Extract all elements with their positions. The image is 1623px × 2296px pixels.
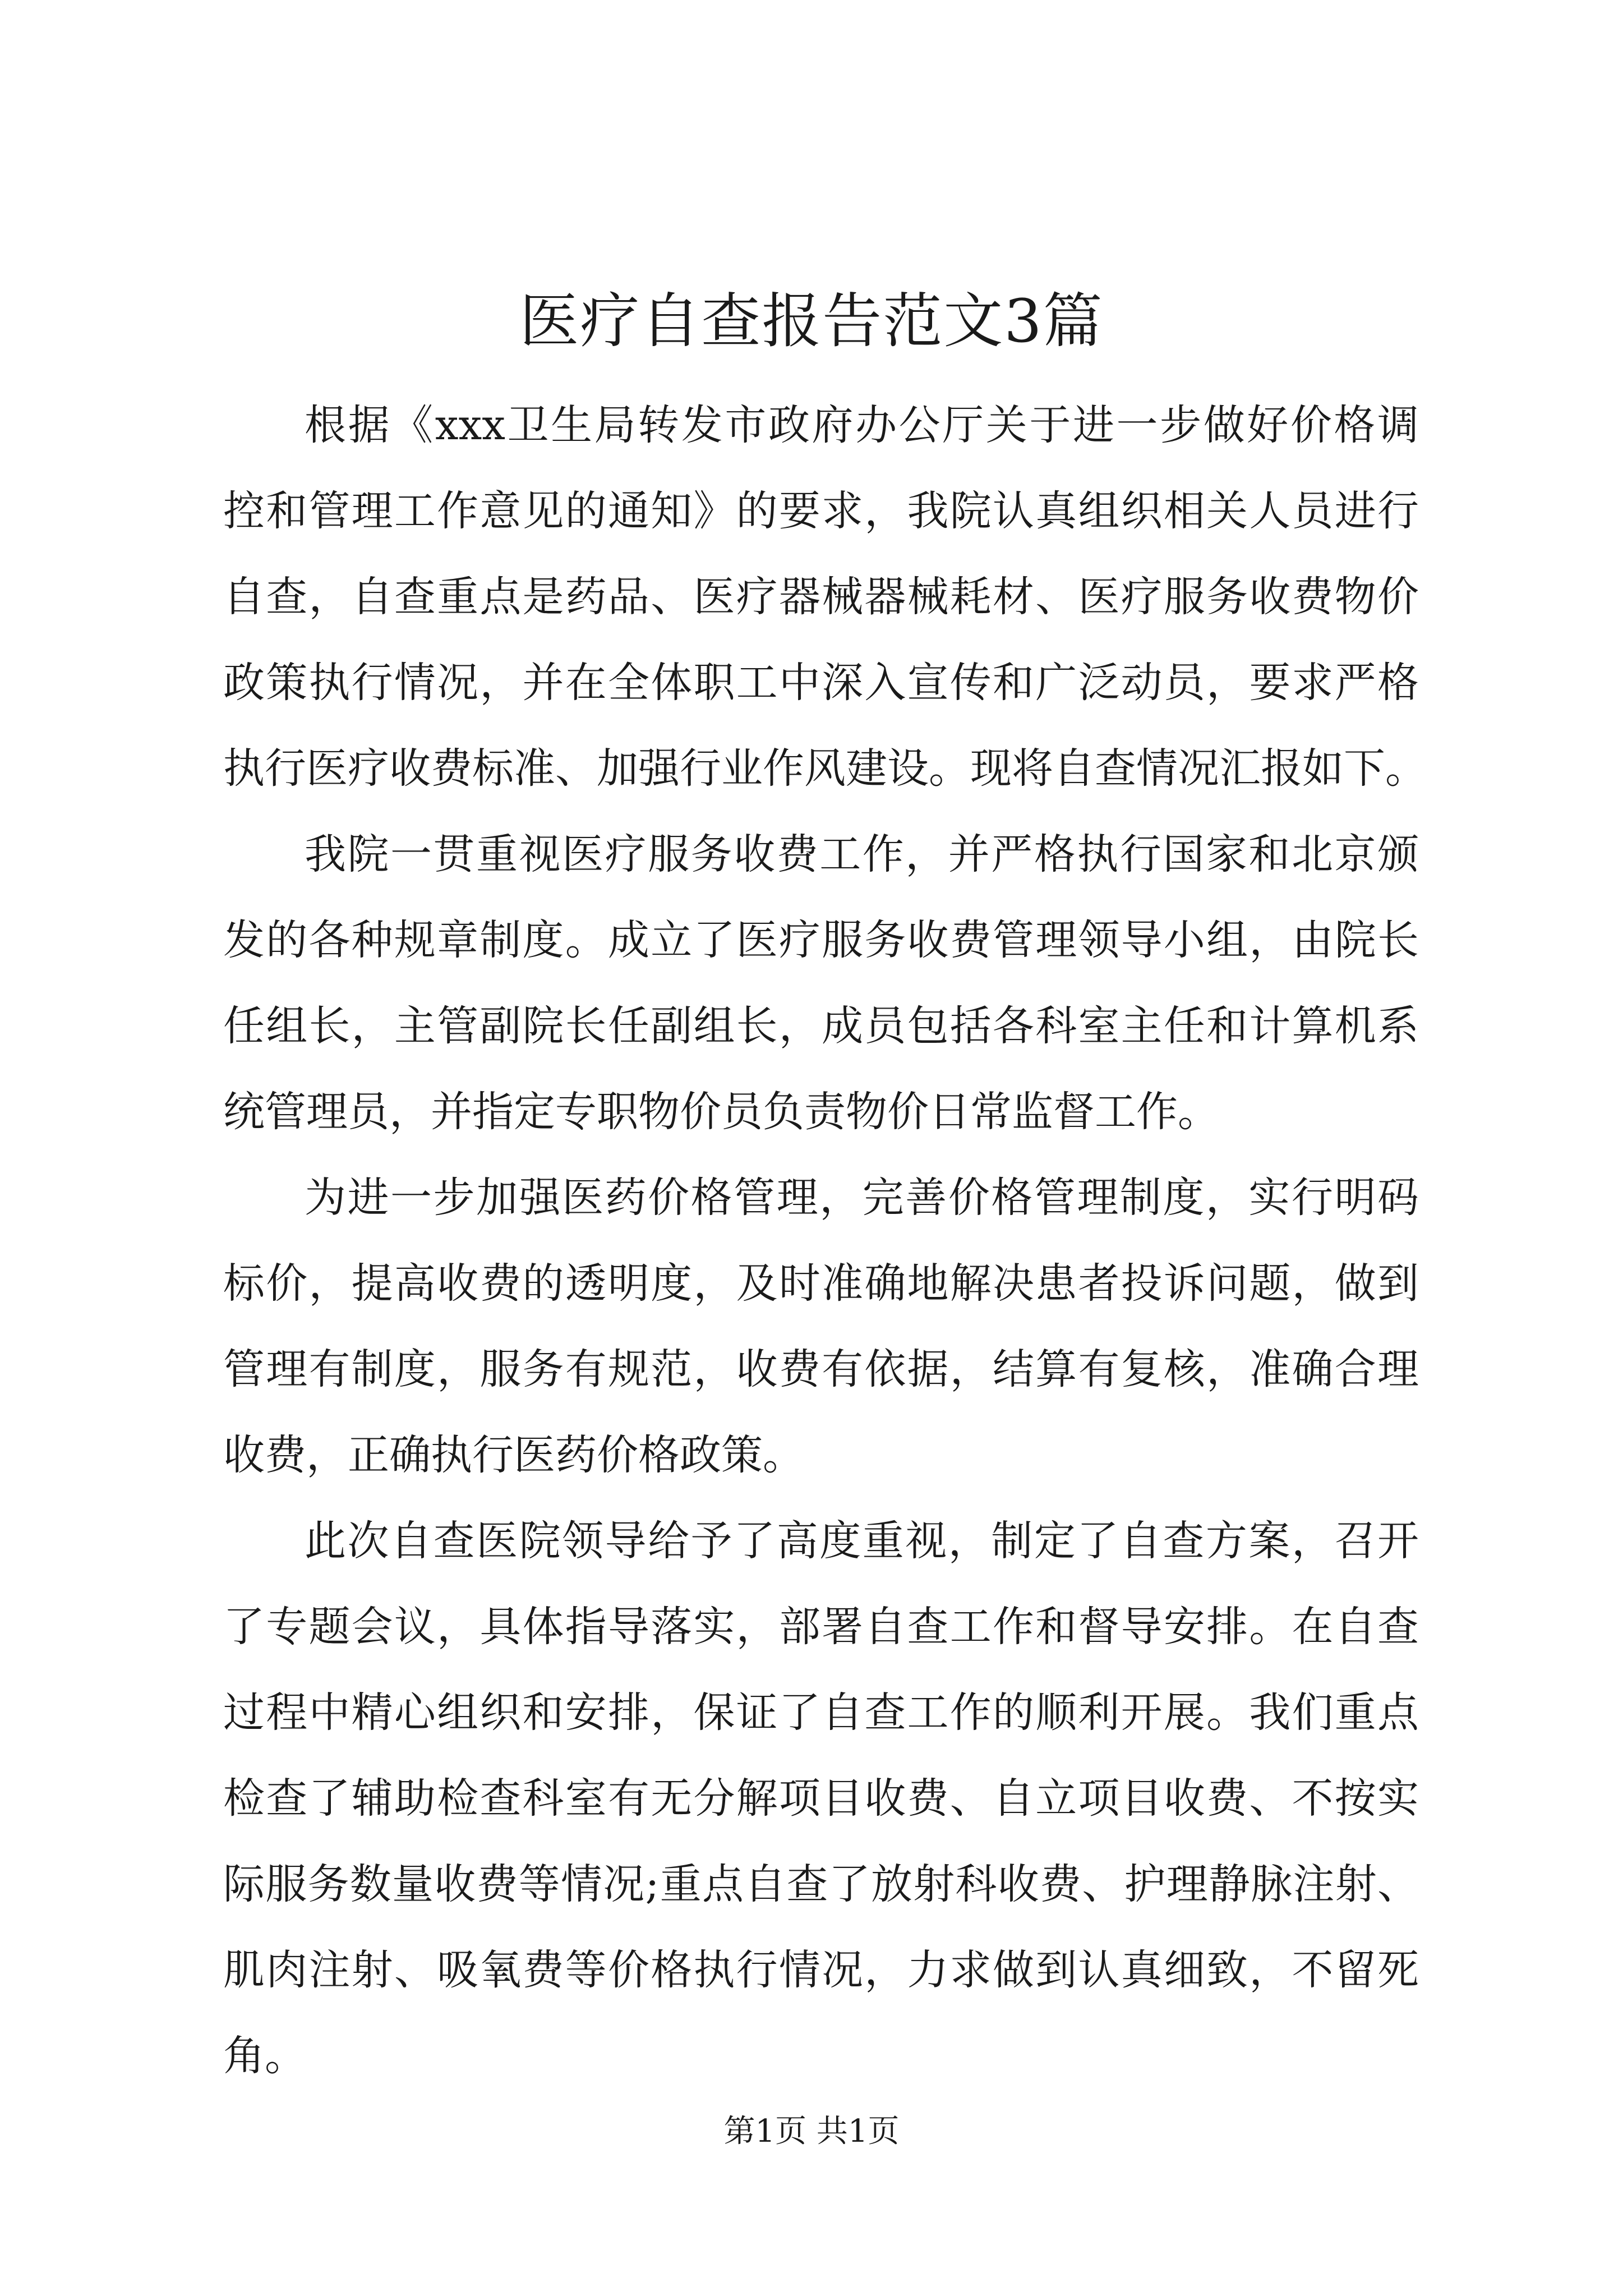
paragraph-3	[223, 1155, 1419, 1498]
paragraph-line: 肌肉注射、吸氧费等价格执行情况，力求做到认真细致，不留死	[223, 1946, 1419, 1994]
paragraph-1	[223, 383, 1427, 812]
document-body	[223, 383, 1427, 2099]
paragraph-line: 收费，正确执行医药价格政策。	[223, 1431, 804, 1479]
document-title: 医疗自查报告范文3篇	[519, 287, 1104, 356]
paragraph-line: 为进一步加强医药价格管理，完善价格管理制度，实行明码	[305, 1174, 1419, 1222]
paragraph-4	[223, 1498, 1419, 2099]
paragraph-line: 了专题会议，具体指导落实，部署自查工作和督导安排。在自查	[223, 1603, 1419, 1651]
paragraph-line: 角。	[223, 2032, 306, 2080]
paragraph-line: 际服务数量收费等情况;重点自查了放射科收费、护理静脉注射、	[223, 1860, 1419, 1908]
paragraph-line: 控和管理工作意见的通知》的要求，我院认真组织相关人员进行	[223, 487, 1419, 535]
paragraph-line: 执行医疗收费标准、加强行业作风建设。现将自查情况汇报如下。	[223, 744, 1427, 793]
paragraph-line: 任组长，主管副院长任副组长，成员包括各科室主任和计算机系	[223, 1002, 1419, 1050]
paragraph-2	[223, 812, 1419, 1155]
paragraph-line: 发的各种规章制度。成立了医疗服务收费管理领导小组，由院长	[223, 916, 1419, 964]
paragraph-line: 统管理员，并指定专职物价员负责物价日常监督工作。	[223, 1088, 1219, 1136]
paragraph-line: 根据《xxx卫生局转发市政府办公厅关于进一步做好价格调	[305, 401, 1419, 449]
paragraph-line: 检查了辅助检查科室有无分解项目收费、自立项目收费、不按实	[223, 1774, 1419, 1823]
paragraph-line: 管理有制度，服务有规范，收费有依据，结算有复核，准确合理	[223, 1345, 1419, 1393]
paragraph-line: 政策执行情况，并在全体职工中深入宣传和广泛动员，要求严格	[223, 659, 1419, 707]
paragraph-line: 标价，提高收费的透明度，及时准确地解决患者投诉问题，做到	[223, 1259, 1419, 1308]
paragraph-line: 过程中精心组织和安排，保证了自查工作的顺利开展。我们重点	[223, 1688, 1419, 1737]
paragraph-line: 我院一贯重视医疗服务收费工作，并严格执行国家和北京颁	[305, 830, 1419, 878]
paragraph-line: 此次自查医院领导给予了高度重视，制定了自查方案，召开	[305, 1517, 1419, 1565]
paragraph-line: 自查，自查重点是药品、医疗器械器械耗材、医疗服务收费物价	[223, 573, 1419, 621]
page-number-footer: 第1页 共1页	[723, 2113, 900, 2150]
